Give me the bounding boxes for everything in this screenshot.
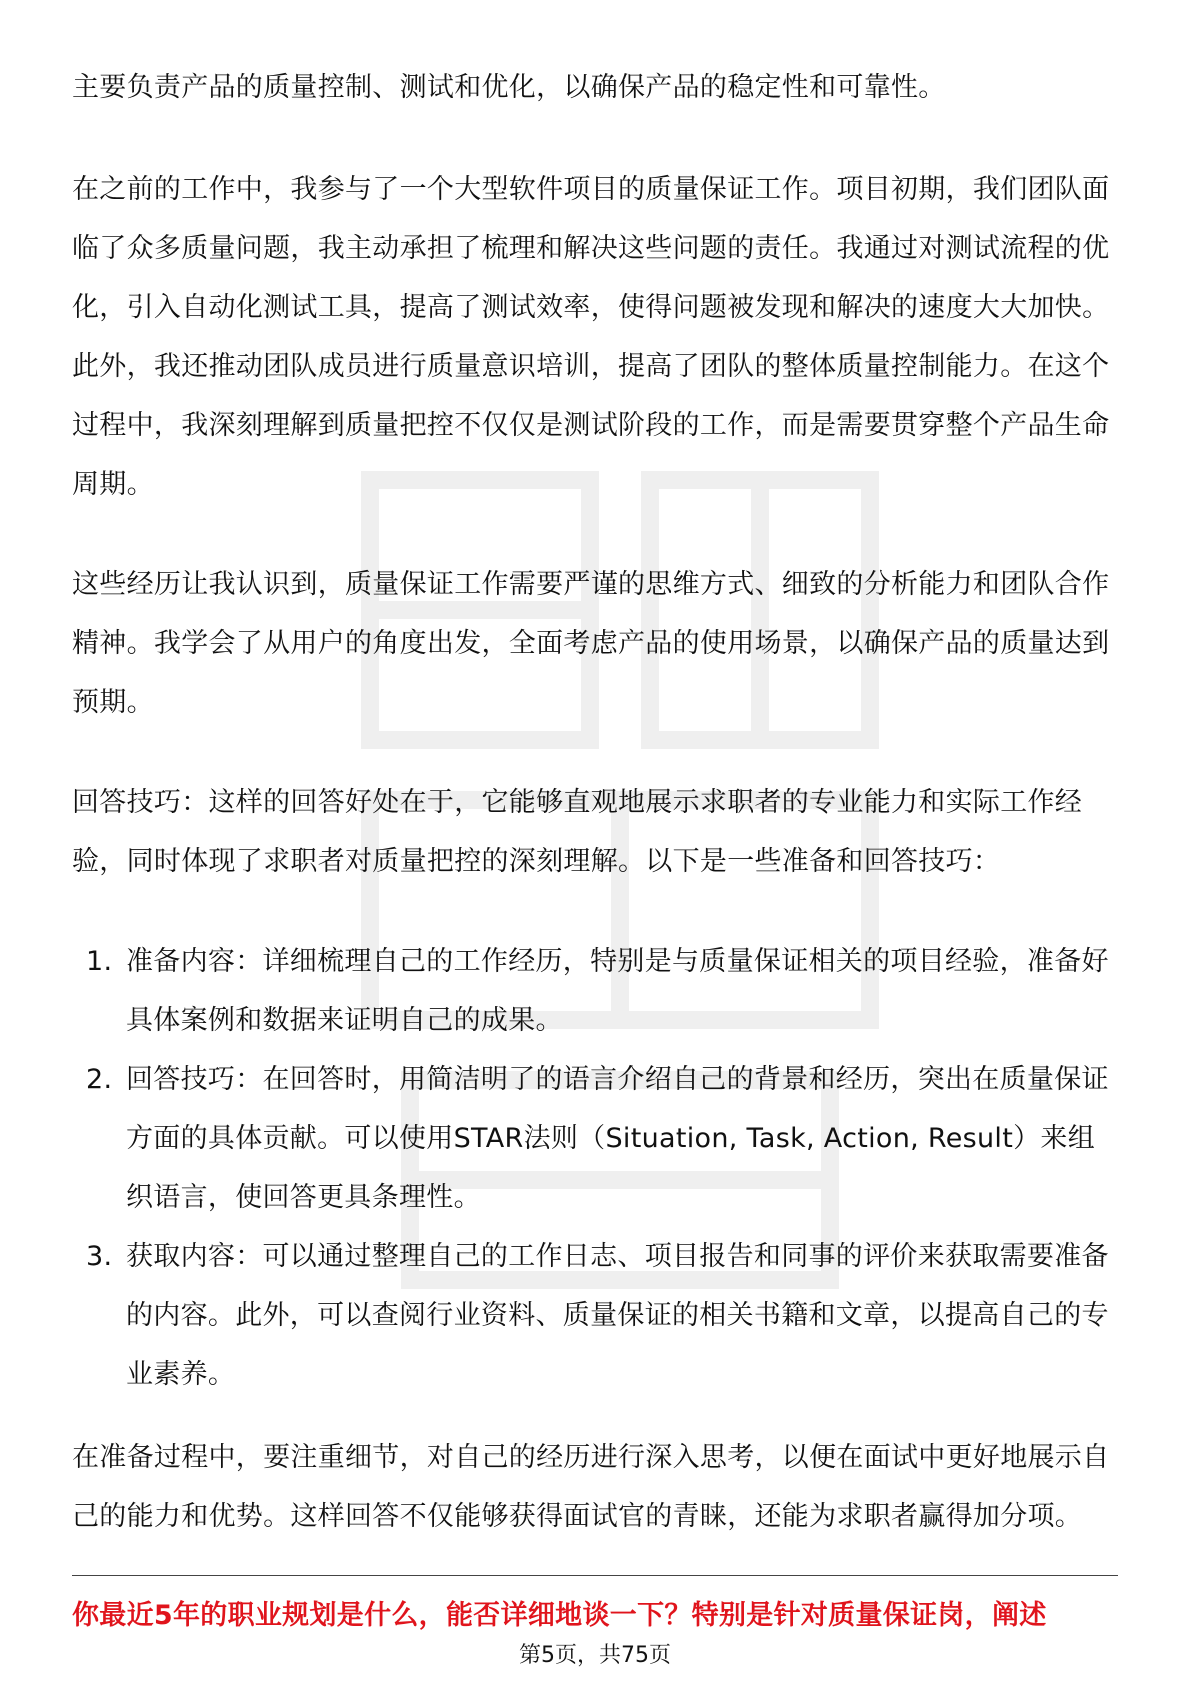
document-body — [72, 58, 1118, 1587]
section-divider — [72, 1575, 1118, 1576]
list-item-number: 1. — [86, 946, 113, 977]
list-item-text: 获取内容：可以通过整理自己的工作日志、项目报告和同事的评价来获取需要准备的内容。此外，可以查阅行业资料、质量保证的相关书籍和文章，以提高自己的专业素养。 — [126, 1241, 1109, 1390]
list-item — [72, 1227, 1118, 1404]
list-item — [72, 1050, 1118, 1227]
paragraph-conclusion: 在准备过程中，要注重细节，对自己的经历进行深入思考，以便在面试中更好地展示自己的能力和优势。这样回答不仅能够获得面试官的青睐，还能为求职者赢得加分项。 — [72, 1442, 1110, 1532]
paragraph-experience: 在之前的工作中，我参与了一个大型软件项目的质量保证工作。项目初期，我们团队面临了众多质量问题，我主动承担了梳理和解决这些问题的责任。我通过对测试流程的优化，引入自动化测试工具，提高了测试效率，使得问题被发现和解决的速度大大加快。此外，我还推动团队成员进行质量意识培训，提高了团队的整体质量控制能力。在这个过程中，我深刻理解到质量把控不仅仅是测试阶段的工作，而是需要贯穿整个产品生命周期。 — [72, 174, 1110, 500]
list-item-number: 3. — [86, 1241, 113, 1272]
list-item-number: 2. — [86, 1064, 113, 1095]
list-item — [72, 932, 1118, 1050]
paragraph-answer-tips-intro: 回答技巧：这样的回答好处在于，它能够直观地展示求职者的专业能力和实际工作经验，同时体现了求职者对质量把控的深刻理解。以下是一些准备和回答技巧： — [72, 787, 1083, 877]
list-item-text: 准备内容：详细梳理自己的工作经历，特别是与质量保证相关的项目经验，准备好具体案例和数据来证明自己的成果。 — [126, 946, 1109, 1036]
paragraph-lessons: 这些经历让我认识到，质量保证工作需要严谨的思维方式、细致的分析能力和团队合作精神。我学会了从用户的角度出发，全面考虑产品的使用场景，以确保产品的质量达到预期。 — [72, 569, 1110, 718]
next-question-heading: 你最近5年的职业规划是什么，能否详细地谈一下？特别是针对质量保证岗，阐述 — [72, 1600, 1047, 1631]
list-item-text: 回答技巧：在回答时，用简洁明了的语言介绍自己的背景和经历，突出在质量保证方面的具体贡献。可以使用STAR法则（Situation, Task, Action, Result）来组织语言，使回答更具条理性。 — [126, 1064, 1109, 1213]
tips-list — [72, 932, 1118, 1404]
page-number: 第5页，共75页 — [519, 1643, 671, 1668]
paragraph-role-summary: 主要负责产品的质量控制、测试和优化，以确保产品的稳定性和可靠性。 — [72, 72, 946, 103]
